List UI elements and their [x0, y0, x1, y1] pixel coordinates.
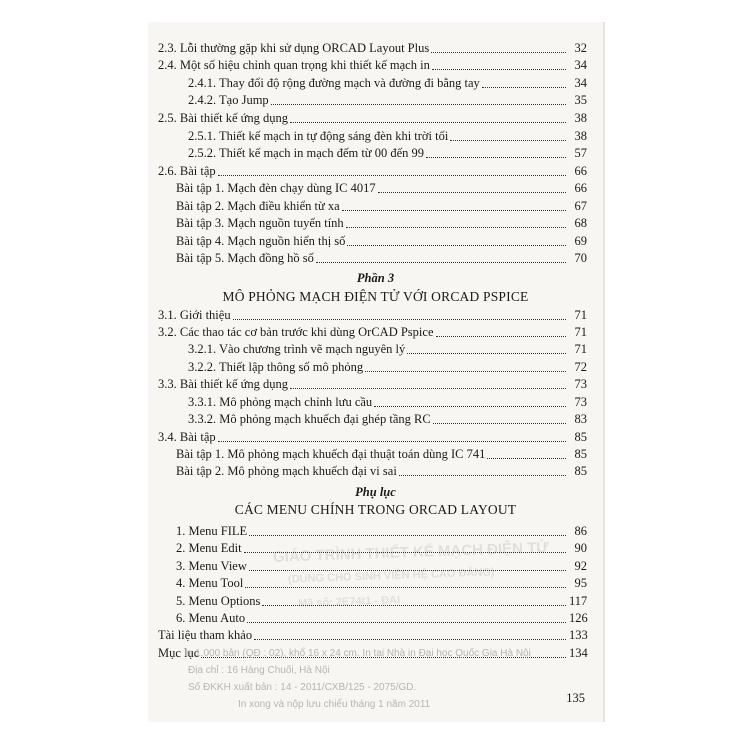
- toc-entry[interactable]: 3.3. Bài thiết kế ứng dụng 73: [158, 377, 587, 391]
- toc-entry[interactable]: 3.2.2. Thiết lập thông số mô phỏng 72: [188, 360, 587, 374]
- toc-entry[interactable]: Bài tập 4. Mạch nguồn hiển thị số 69: [176, 234, 587, 248]
- toc-entry[interactable]: 6. Menu Auto 126: [176, 611, 588, 625]
- toc-entry[interactable]: 3.2.1. Vào chương trình vẽ mạch nguyên lý 71: [188, 342, 587, 356]
- appendix-label: Phụ lục: [355, 485, 396, 499]
- toc-entry[interactable]: Bài tập 1. Mạch đèn chạy dùng IC 4017 66: [176, 181, 587, 195]
- toc-entry[interactable]: Bài tập 5. Mạch đồng hồ số 70: [176, 251, 587, 265]
- toc-entry[interactable]: 3.1. Giới thiệu 71: [158, 308, 587, 322]
- toc-entry[interactable]: 2.5.2. Thiết kế mạch in mạch đếm từ 00 đến 99 57: [188, 146, 587, 160]
- toc-entry[interactable]: 3.3.2. Mô phỏng mạch khuếch đại ghép tầng RC 83: [188, 412, 587, 426]
- toc-entry[interactable]: 2.5. Bài thiết kế ứng dụng 38: [158, 111, 587, 125]
- toc-entry[interactable]: Bài tập 2. Mạch điều khiển từ xa 67: [176, 199, 587, 213]
- book-page: [148, 22, 605, 722]
- toc-entry[interactable]: 2.4.1. Thay đổi độ rộng đường mạch và đường đi bằng tay 34: [188, 76, 587, 90]
- toc-entry[interactable]: Tài liệu tham khảo 133: [158, 628, 588, 642]
- part3-title: MÔ PHỎNG MẠCH ĐIỆN TỬ VỚI ORCAD PSPICE: [222, 289, 529, 304]
- watermark-code: Mã số: 2E74t1 - ĐAI: [297, 594, 401, 610]
- toc-entry[interactable]: 2.6. Bài tập 66: [158, 164, 587, 178]
- toc-entry[interactable]: 2.3. Lỗi thường gặp khi sử dụng ORCAD Layout Plus 32: [158, 41, 587, 55]
- toc-entry[interactable]: Bài tập 1. Mô phỏng mạch khuếch đại thuật toán dùng IC 741 85: [176, 447, 587, 461]
- toc-entry[interactable]: 2. Menu Edit 90: [176, 541, 587, 555]
- colophon-line: Số ĐKKH xuất bản : 14 - 2011/CXB/125 - 2075/GD.: [188, 682, 417, 693]
- colophon-line: Địa chỉ : 16 Hàng Chuối, Hà Nội: [188, 665, 330, 676]
- toc-entry[interactable]: 1. Menu FILE 86: [176, 524, 587, 538]
- toc-entry[interactable]: 4. Menu Tool 95: [176, 576, 587, 590]
- toc-entry[interactable]: Bài tập 2. Mô phỏng mạch khuếch đại vi sai 85: [176, 464, 587, 478]
- colophon-line: In 1.000 bản (QĐ : 02), khổ 16 x 24 cm. In tại Nhà in Đại học Quốc Gia Hà Nội: [184, 648, 531, 659]
- toc-entry[interactable]: 3. Menu View 92: [176, 559, 587, 573]
- toc-entry[interactable]: 3.3.1. Mô phỏng mạch chỉnh lưu cầu 73: [188, 395, 587, 409]
- toc-entry[interactable]: Bài tập 3. Mạch nguồn tuyến tính 68: [176, 216, 587, 230]
- toc-entry[interactable]: 2.4.2. Tạo Jump 35: [188, 93, 587, 107]
- part3-label: Phần 3: [356, 271, 395, 285]
- appendix-title: CÁC MENU CHÍNH TRONG ORCAD LAYOUT: [234, 502, 517, 517]
- toc-entry[interactable]: Mục lục 134: [158, 646, 588, 660]
- page-number: 135: [566, 691, 585, 705]
- watermark-title: GIÁO TRÌNH THIẾT KẾ MẠCH ĐIỆN TỬ: [272, 539, 549, 566]
- watermark-subtitle: (DÙNG CHO SINH VIÊN HỆ CAO ĐẲNG): [287, 566, 495, 586]
- colophon-line: In xong và nộp lưu chiểu tháng 1 năm 2011: [238, 699, 431, 710]
- toc-entry[interactable]: 5. Menu Options 117: [176, 594, 588, 608]
- toc-entry[interactable]: 2.4. Một số hiệu chỉnh quan trọng khi thiết kế mạch in 34: [158, 58, 587, 72]
- toc-entry[interactable]: 3.2. Các thao tác cơ bản trước khi dùng OrCAD Pspice 71: [158, 325, 587, 339]
- toc-entry[interactable]: 3.4. Bài tập 85: [158, 430, 587, 444]
- toc-entry[interactable]: 2.5.1. Thiết kế mạch in tự động sáng đèn khi trời tối 38: [188, 129, 587, 143]
